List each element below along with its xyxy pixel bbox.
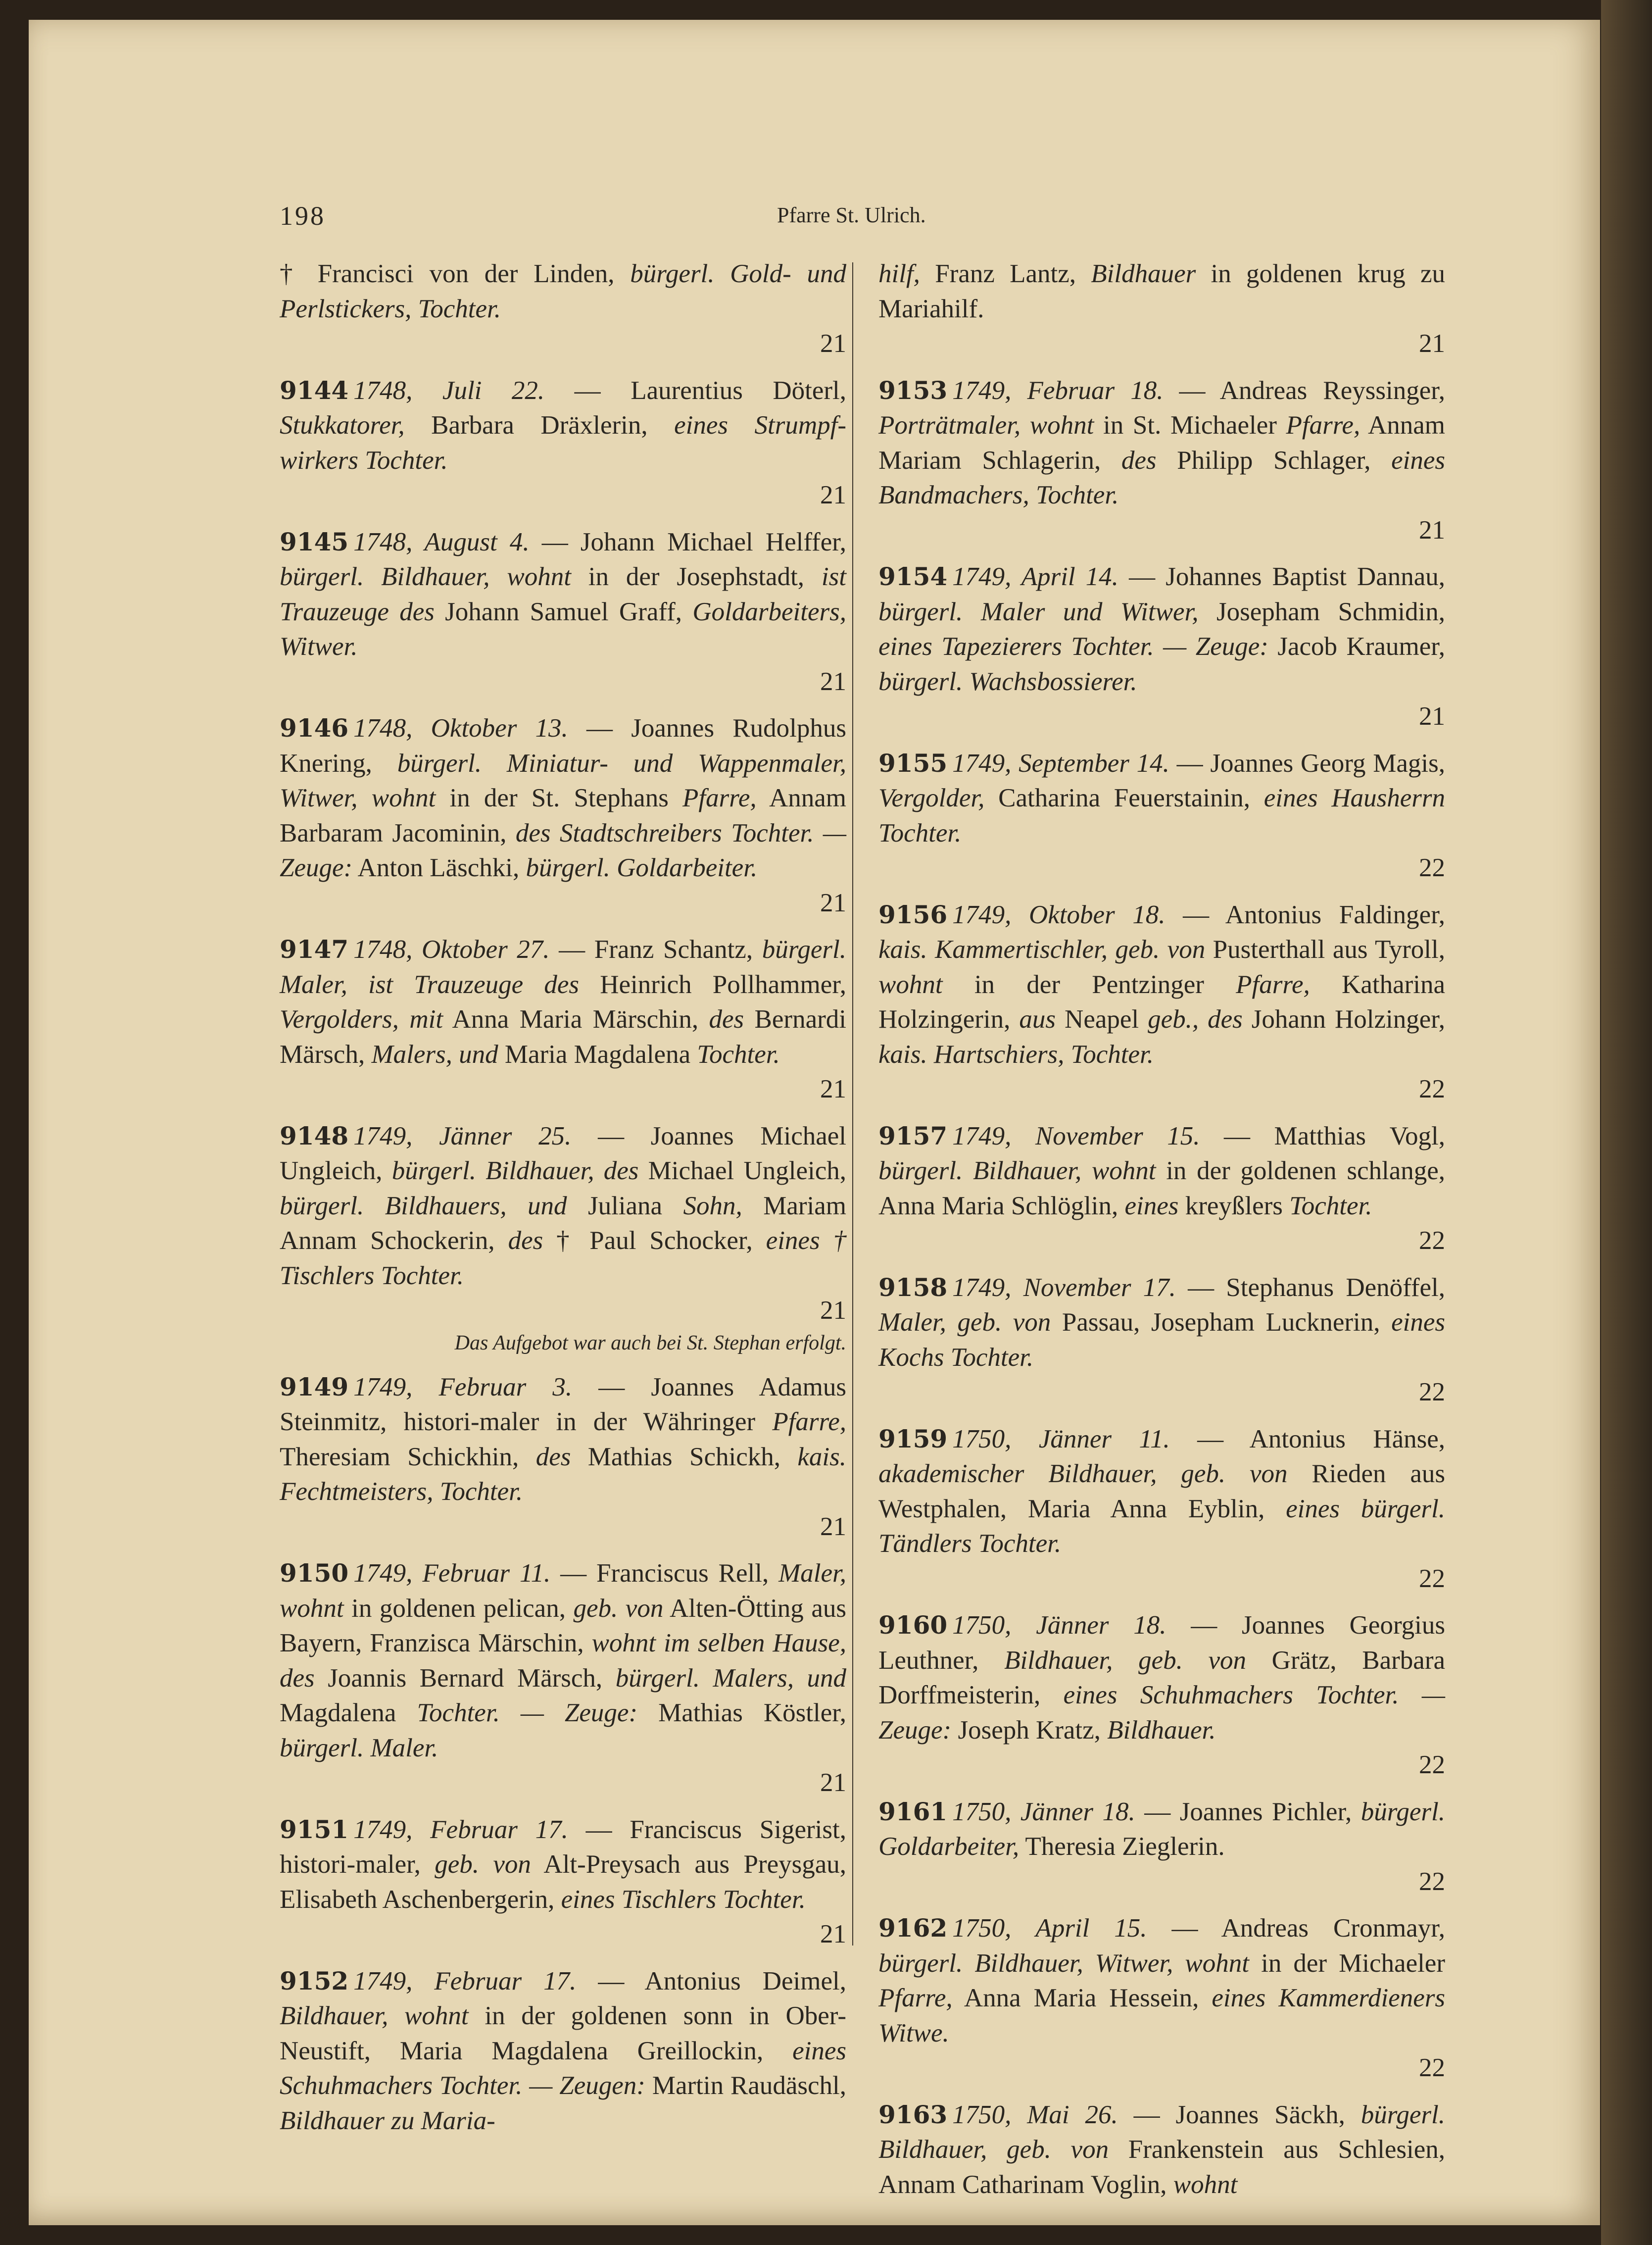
entry-number: 9151 bbox=[280, 1814, 349, 1844]
entry-number: 9147 bbox=[280, 935, 349, 964]
entry-code: 21 bbox=[1419, 329, 1445, 358]
entry-9159 bbox=[878, 1422, 1445, 1596]
entry-number: 9162 bbox=[878, 1913, 948, 1943]
entry-code: 21 bbox=[820, 1512, 846, 1541]
entry-code: 22 bbox=[1419, 853, 1445, 882]
entry-code: 21 bbox=[820, 1296, 846, 1325]
entry-number: 9145 bbox=[280, 527, 349, 556]
entry-9149 bbox=[280, 1370, 846, 1545]
entry-code: 22 bbox=[1419, 1226, 1445, 1255]
entry-text: hilf, Franz Lantz, Bildhauer in goldenen krug zu Mariahilf. bbox=[878, 259, 1445, 323]
entry-9162 bbox=[878, 1911, 1445, 2086]
entry-code: 22 bbox=[1419, 1378, 1445, 1406]
entry-number: 9146 bbox=[280, 713, 349, 743]
entry-code: 22 bbox=[1419, 1750, 1445, 1779]
entry-9155 bbox=[878, 746, 1445, 886]
entry-text: 1749, Februar 17. — Franciscus Sigerist, histori-maler, geb. von Alt-Preysach aus Preysgau, Elisabeth Aschenbergerin, eines Tischlers Tochter. bbox=[280, 1815, 846, 1914]
running-title: Pfarre St. Ulrich. bbox=[777, 203, 926, 227]
right-column bbox=[878, 256, 1445, 2214]
entry-text: 1750, Jänner 18. — Joannes Pichler, bürgerl. Goldarbeiter, Theresia Zieglerin. bbox=[878, 1797, 1445, 1861]
entry-code: 21 bbox=[1419, 702, 1445, 731]
entry-code: 21 bbox=[820, 1768, 846, 1797]
entry-text: 1749, Oktober 18. — Antonius Faldinger, kais. Kammertischler, geb. von Pusterthall aus Tyroll, wohnt in der Pentzinger Pfarre, Katharina Holzingerin, aus Neapel geb., des Johann Holzinger, kais. Hartschiers, Tochter. bbox=[878, 900, 1445, 1069]
entry-text: 1749, Februar 3. — Joannes Adamus Steinmitz, histori-maler in der Währinger Pfarre, Theresiam Schickhin, des Mathias Schickh, kais. Fechtmeisters, Tochter. bbox=[280, 1372, 847, 1506]
entry-text: 1749, Februar 17. — Antonius Deimel, Bildhauer, wohnt in der goldenen sonn in Ober-Neustift, Maria Magdalena Greillockin, eines Schuhmachers Tochter. — Zeugen: Martin Raudäschl, Bildhauer zu Maria- bbox=[280, 1966, 847, 2135]
entry-number: 9148 bbox=[280, 1121, 349, 1150]
entry-code: 21 bbox=[820, 1075, 846, 1103]
entry-9150 bbox=[280, 1556, 846, 1800]
entry-cont bbox=[280, 256, 846, 361]
entry-number: 9144 bbox=[280, 375, 349, 405]
entry-text: 1748, August 4. — Johann Michael Helffer, bürgerl. Bildhauer, wohnt in der Josephstadt, ist Trauzeuge des Johann Samuel Graff, Goldarbeiters, Witwer. bbox=[280, 527, 846, 661]
entry-text: 1748, Juli 22. — Laurentius Döterl, Stukkatorer, Barbara Dräxlerin, eines Strumpf- wirkers Tochter. bbox=[280, 376, 846, 475]
entry-number: 9163 bbox=[878, 2099, 948, 2129]
column-divider bbox=[852, 262, 853, 1946]
entry-number: 9157 bbox=[878, 1121, 948, 1150]
entry-code: 21 bbox=[1419, 515, 1445, 545]
entry-number: 9152 bbox=[280, 1966, 349, 1996]
entry-code: 22 bbox=[1419, 1564, 1445, 1593]
entry-number: 9156 bbox=[878, 899, 948, 929]
entry-9148 bbox=[280, 1119, 846, 1358]
entry-text: 1750, April 15. — Andreas Cronmayr, bürgerl. Bildhauer, Witwer, wohnt in der Michaeler Pfarre, Anna Maria Hessein, eines Kammerdieners Witwe. bbox=[878, 1914, 1445, 2047]
entry-text: 1749, Februar 18. — Andreas Reyssinger, Porträtmaler, wohnt in St. Michaeler Pfarre, Annam Mariam Schlagerin, des Philipp Schlager, eines Bandmachers, Tochter. bbox=[878, 376, 1446, 509]
entry-9147 bbox=[280, 932, 846, 1107]
page-header bbox=[280, 200, 1440, 240]
entry-9145 bbox=[280, 525, 846, 699]
entry-text: † Francisci von der Linden, bürgerl. Gold- und Perlstickers, Tochter. bbox=[280, 259, 846, 323]
entry-9161 bbox=[878, 1795, 1445, 1899]
left-column bbox=[280, 256, 846, 2150]
entry-cont2 bbox=[878, 256, 1445, 361]
entry-code: 21 bbox=[820, 888, 846, 917]
entry-number: 9155 bbox=[878, 748, 948, 778]
entry-note: Das Aufgebot war auch bei St. Stephan erfolgt. bbox=[454, 1331, 846, 1354]
entry-9157 bbox=[878, 1119, 1445, 1258]
entry-text: 1749, November 17. — Stephanus Denöffel, Maler, geb. von Passau, Josepham Lucknerin, eines Kochs Tochter. bbox=[878, 1273, 1445, 1372]
book-binding bbox=[1601, 0, 1652, 2245]
entry-number: 9160 bbox=[878, 1610, 948, 1640]
entry-number: 9153 bbox=[878, 375, 948, 405]
entry-text: 1750, Jänner 18. — Joannes Georgius Leuthner, Bildhauer, geb. von Grätz, Barbara Dorffmeisterin, eines Schuhmachers Tochter. — Zeuge: Joseph Kratz, Bildhauer. bbox=[878, 1611, 1445, 1745]
entry-text: 1749, April 14. — Johannes Baptist Dannau, bürgerl. Maler und Witwer, Josepham Schmidin, eines Tapezierers Tochter. — Zeuge: Jacob Kraumer, bürgerl. Wachsbossierer. bbox=[878, 562, 1446, 696]
entry-9144 bbox=[280, 373, 846, 513]
entry-number: 9159 bbox=[878, 1424, 948, 1453]
entry-9146 bbox=[280, 711, 846, 920]
entry-code: 22 bbox=[1419, 2053, 1445, 2082]
entry-code: 22 bbox=[1419, 1867, 1445, 1896]
entry-9154 bbox=[878, 559, 1445, 734]
entry-9163 bbox=[878, 2097, 1445, 2202]
page-number: 198 bbox=[280, 201, 326, 231]
entry-number: 9158 bbox=[878, 1272, 948, 1302]
entry-text: 1750, Jänner 11. — Antonius Hänse, akademischer Bildhauer, geb. von Rieden aus Westphalen, Maria Anna Eyblin, eines bürgerl. Tändlers Tochter. bbox=[878, 1424, 1445, 1558]
entry-text: 1749, Jänner 25. — Joannes Michael Ungleich, bürgerl. Bildhauer, des Michael Ungleich, bürgerl. Bildhauers, und Juliana Sohn, Mariam Annam Schockerin, des † Paul Schocker, eines † Tischlers Tochter. bbox=[280, 1121, 846, 1290]
entry-code: 21 bbox=[820, 481, 846, 509]
entry-number: 9150 bbox=[280, 1558, 349, 1588]
entry-text: 1750, Mai 26. — Joannes Säckh, bürgerl. Bildhauer, geb. von Frankenstein aus Schlesien, Annam Catharinam Voglin, wohnt bbox=[878, 2100, 1446, 2199]
entry-code: 22 bbox=[1419, 1075, 1445, 1103]
entry-code: 21 bbox=[820, 329, 846, 358]
entry-9152 bbox=[280, 1964, 846, 2139]
entry-text: 1748, Oktober 27. — Franz Schantz, bürgerl. Maler, ist Trauzeuge des Heinrich Pollhammer, Vergolders, mit Anna Maria Märschin, des Bernardi Märsch, Malers, und Maria Magdalena Tochter. bbox=[280, 935, 846, 1069]
entry-9153 bbox=[878, 373, 1445, 548]
entry-number: 9149 bbox=[280, 1372, 349, 1401]
entry-text: 1749, September 14. — Joannes Georg Magis, Vergolder, Catharina Feuerstainin, eines Hausherrn Tochter. bbox=[878, 748, 1445, 848]
entry-9156 bbox=[878, 898, 1445, 1107]
entry-text: 1748, Oktober 13. — Joannes Rudolphus Knering, bürgerl. Miniatur- und Wappenmaler, Witwer, wohnt in der St. Stephans Pfarre, Annam Barbaram Jacominin, des Stadtschreibers Tochter. — Zeuge: Anton Läschki, bürgerl. Goldarbeiter. bbox=[280, 714, 847, 882]
entry-code: 21 bbox=[820, 667, 846, 696]
entry-text: 1749, Februar 11. — Franciscus Rell, Maler, wohnt in goldenen pelican, geb. von Alten-Ötting aus Bayern, Franzisca Märschin, wohnt im selben Hause, des Joannis Bernard Märsch, bürgerl. Malers, und Magdalena Tochter. — Zeuge: Mathias Köstler, bürgerl. Maler. bbox=[280, 1559, 847, 1762]
entry-9158 bbox=[878, 1270, 1445, 1410]
entry-number: 9161 bbox=[878, 1796, 948, 1826]
entry-9151 bbox=[280, 1812, 846, 1952]
entry-text: 1749, November 15. — Matthias Vogl, bürgerl. Bildhauer, wohnt in der goldenen schlange, Anna Maria Schlöglin, eines kreyßlers Tochter. bbox=[878, 1121, 1446, 1220]
entry-number: 9154 bbox=[878, 562, 948, 591]
entry-code: 21 bbox=[820, 1920, 846, 1948]
entry-9160 bbox=[878, 1608, 1445, 1783]
